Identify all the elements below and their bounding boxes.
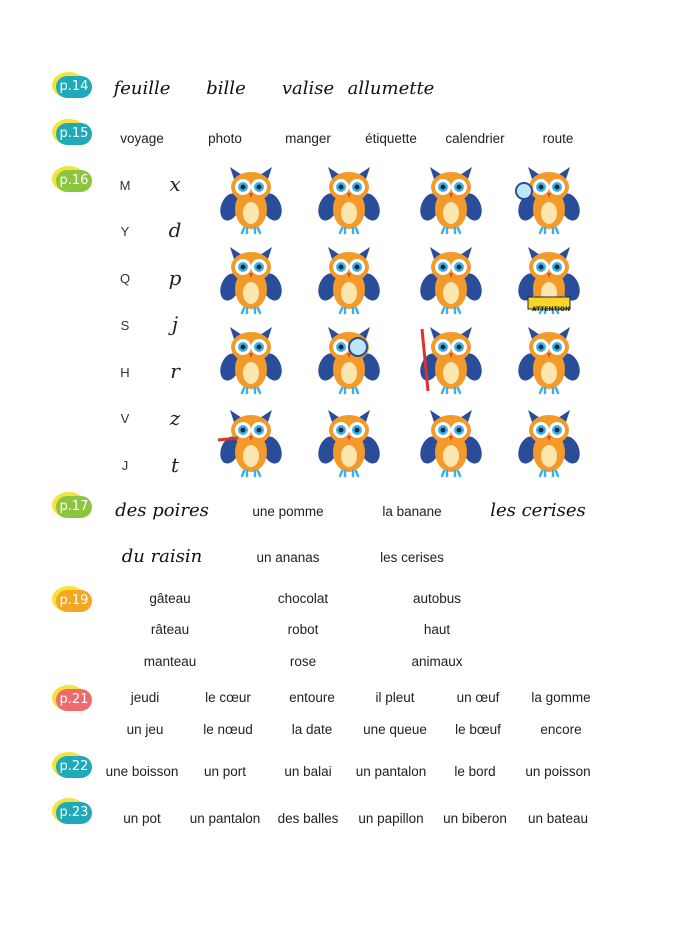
owl-illustration	[416, 245, 486, 315]
word-cursive: les cerises	[490, 500, 586, 521]
owl-with-magnifier-illustration	[314, 325, 384, 395]
letter-cursive: j	[171, 312, 179, 336]
owl-with-pencil-illustration	[216, 408, 286, 478]
word: un biberon	[443, 811, 507, 826]
word-cursive: allumette	[347, 78, 435, 99]
owl-illustration	[216, 165, 286, 235]
badge-label: p.19	[56, 590, 92, 612]
owl-illustration	[314, 165, 384, 235]
letter-print: S	[120, 318, 130, 333]
page-badge-p19	[52, 590, 92, 616]
page-badge-p23	[52, 802, 92, 828]
word: la gomme	[531, 690, 591, 705]
word: des balles	[277, 811, 339, 826]
badge-label: p.22	[56, 756, 92, 778]
owl-illustration	[416, 165, 486, 235]
word: manger	[285, 131, 331, 146]
letter-print: H	[120, 365, 130, 380]
word: il pleut	[375, 690, 415, 705]
word: voyage	[120, 131, 164, 146]
page-badge-p22	[52, 756, 92, 782]
word: chocolat	[277, 591, 329, 606]
word: le bœuf	[455, 722, 501, 737]
word: un poisson	[525, 764, 591, 779]
word: un bateau	[527, 811, 589, 826]
word-cursive: bille	[206, 78, 246, 99]
letter-print: Q	[119, 271, 131, 286]
letter-cursive: r	[170, 359, 180, 383]
word-cursive: valise	[281, 78, 335, 99]
word: étiquette	[365, 131, 417, 146]
word: rose	[289, 654, 317, 669]
page-badge-p16	[52, 170, 92, 196]
word: un port	[203, 764, 247, 779]
page-badge-p21	[52, 689, 92, 715]
letter-print: M	[119, 178, 131, 193]
page-badge-p14	[52, 76, 92, 102]
owl-illustration	[416, 408, 486, 478]
badge-label: p.21	[56, 689, 92, 711]
page-badge-p17	[52, 496, 92, 522]
letter-cursive: d	[168, 218, 182, 242]
word: le nœud	[203, 722, 253, 737]
letter-print: J	[121, 458, 129, 473]
owl-illustration	[314, 408, 384, 478]
word: un jeu	[126, 722, 164, 737]
word: robot	[287, 622, 319, 637]
word: un pantalon	[355, 764, 427, 779]
letter-print: Y	[120, 224, 130, 239]
word: calendrier	[445, 131, 505, 146]
word: un balai	[284, 764, 332, 779]
owl-illustration	[514, 408, 584, 478]
badge-label: p.15	[56, 123, 92, 145]
word: les cerises	[380, 550, 444, 565]
word: route	[542, 131, 574, 146]
word: photo	[208, 131, 242, 146]
word: la banane	[382, 504, 442, 519]
word: haut	[423, 622, 451, 637]
owl-illustration	[514, 325, 584, 395]
owl-with-magnifier-illustration	[514, 165, 584, 235]
badge-label: p.23	[56, 802, 92, 824]
word: encore	[540, 722, 582, 737]
badge-label: p.16	[56, 170, 92, 192]
word: le bord	[454, 764, 496, 779]
owl-illustration	[216, 245, 286, 315]
word: un papillon	[358, 811, 424, 826]
badge-label: p.17	[56, 496, 92, 518]
word: une queue	[363, 722, 427, 737]
word-cursive: des poires	[115, 500, 209, 521]
word: râteau	[150, 622, 190, 637]
page-badge-p15	[52, 123, 92, 149]
word: le cœur	[205, 690, 251, 705]
word: gâteau	[149, 591, 191, 606]
owl-with-pencil-illustration	[416, 325, 486, 395]
word: animaux	[411, 654, 463, 669]
word: un pot	[123, 811, 161, 826]
word-cursive: du raisin	[121, 546, 203, 567]
letter-cursive: x	[169, 172, 181, 196]
owl-attention-sign-illustration	[514, 245, 584, 315]
word: un pantalon	[189, 811, 261, 826]
attention-sign-text: ATTENTION	[531, 306, 571, 313]
word: jeudi	[130, 690, 160, 705]
word: une boisson	[105, 764, 179, 779]
word: une pomme	[252, 504, 324, 519]
letter-cursive: p	[168, 266, 182, 290]
badge-label: p.14	[56, 76, 92, 98]
letter-print: V	[120, 411, 130, 426]
letter-cursive: t	[170, 453, 180, 477]
word-cursive: feuille	[113, 78, 171, 99]
owl-illustration	[216, 325, 286, 395]
word: manteau	[143, 654, 197, 669]
owl-illustration	[314, 245, 384, 315]
word: entoure	[289, 690, 335, 705]
word: la date	[291, 722, 333, 737]
word: un ananas	[256, 550, 320, 565]
word: un œuf	[456, 690, 500, 705]
letter-cursive: z	[169, 406, 181, 430]
word: autobus	[412, 591, 462, 606]
